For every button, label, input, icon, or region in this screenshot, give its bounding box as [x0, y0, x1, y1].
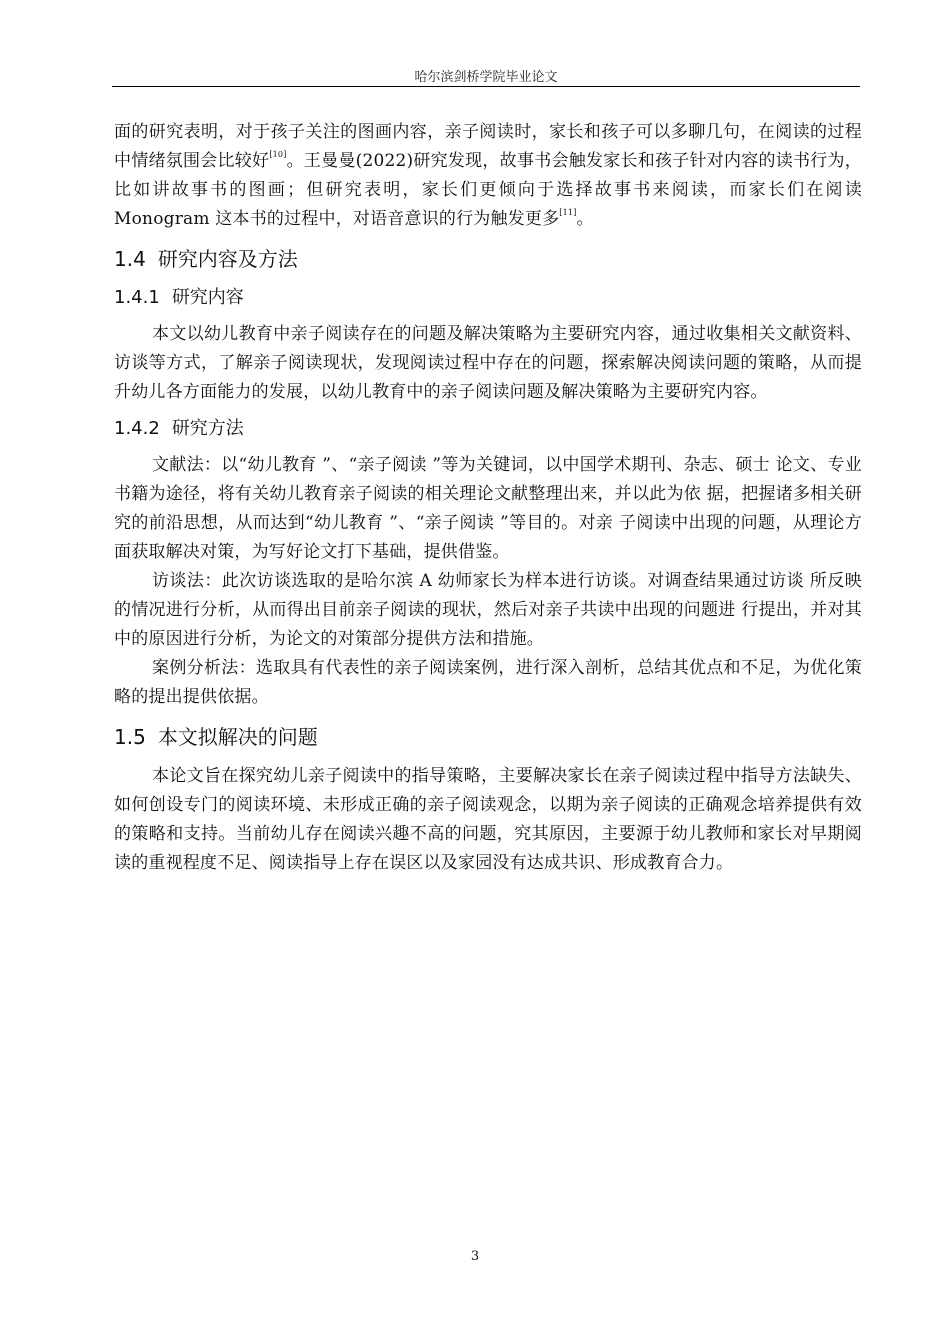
- intro-text-a: 面的研究表明，对于孩子关注的图画内容，亲子阅读时，家长和孩子可以多聊几句，在阅读的过程中情绪氛围会比较好: [114, 122, 862, 171]
- subsection-heading-1-4-2: [114, 415, 862, 443]
- page-number: 3: [470, 1249, 480, 1264]
- intro-paragraph: [114, 118, 862, 234]
- section-heading-1-5: [114, 722, 862, 752]
- section-title: 研究内容及方法: [157, 247, 298, 271]
- citation-ref[interactable]: [10]: [269, 150, 287, 159]
- method-interview-paragraph: 访谈法：此次访谈选取的是哈尔滨 A 幼师家长为样本进行访谈。对调查结果通过访谈 所反映的情况进行分析，从而得出目前亲子阅读的现状，然后对亲子共读中出现的问题进 行提出，并对其中的原因进行分析，为论文的对策部分提供方法和措施。: [114, 571, 862, 649]
- subsection-number: 1.4.1: [114, 287, 160, 308]
- header-rule: [112, 86, 860, 87]
- method-literature-paragraph: 文献法：以“幼儿教育 ”、“亲子阅读 ”等为关键词，以中国学术期刊、杂志、硕士 论文、专业书籍为途径，将有关幼儿教育亲子阅读的相关理论文献整理出来，并以此为依 据，把握诸多相关研究的前沿思想，从而达到“幼儿教育 ”、“亲子阅读 ”等目的。对亲 子阅读中出现的问题，从理论方面获取解决对策，为写好论文打下基础，提供借鉴。: [114, 455, 862, 562]
- page-body: [114, 118, 862, 878]
- citation-ref[interactable]: [11]: [559, 208, 577, 217]
- section-number: 1.4: [114, 247, 146, 271]
- running-header: 哈尔滨剑桥学院毕业论文: [414, 70, 558, 85]
- section-title: 本文拟解决的问题: [157, 725, 318, 749]
- research-content-paragraph: 本文以幼儿教育中亲子阅读存在的问题及解决策略为主要研究内容，通过收集相关文献资料、访谈等方式，了解亲子阅读现状，发现阅读过程中存在的问题，探索解决阅读问题的策略，从而提升幼儿各方面能力的发展，以幼儿教育中的亲子阅读问题及解决策略为主要研究内容。: [114, 324, 862, 402]
- subsection-number: 1.4.2: [114, 418, 160, 439]
- intro-text-c: 。: [576, 209, 594, 229]
- problem-statement-paragraph: 本论文旨在探究幼儿亲子阅读中的指导策略，主要解决家长在亲子阅读过程中指导方法缺失、如何创设专门的阅读环境、未形成正确的亲子阅读观念，以期为亲子阅读的正确观念培养提供有效的策略和支持。当前幼儿存在阅读兴趣不高的问题，究其原因，主要源于幼儿教师和家长对早期阅读的重视程度不足、阅读指导上存在误区以及家园没有达成共识、形成教育合力。: [114, 766, 862, 873]
- intro-text-b: 。王曼曼(2022)研究发现，故事书会触发家长和孩子针对内容的读书行为，比如讲故事书的图画；但研究表明，家长们更倾向于选择故事书来阅读，而家长们在阅读 Monogram 这本书的过程中，对语音意识的行为触发更多: [114, 151, 862, 229]
- section-heading-1-4: [114, 244, 862, 274]
- subsection-title: 研究方法: [171, 418, 244, 439]
- section-number: 1.5: [114, 725, 146, 749]
- subsection-title: 研究内容: [171, 287, 244, 308]
- subsection-heading-1-4-1: [114, 284, 862, 312]
- method-case-paragraph: 案例分析法：选取具有代表性的亲子阅读案例，进行深入剖析，总结其优点和不足，为优化策略的提出提供依据。: [114, 658, 862, 707]
